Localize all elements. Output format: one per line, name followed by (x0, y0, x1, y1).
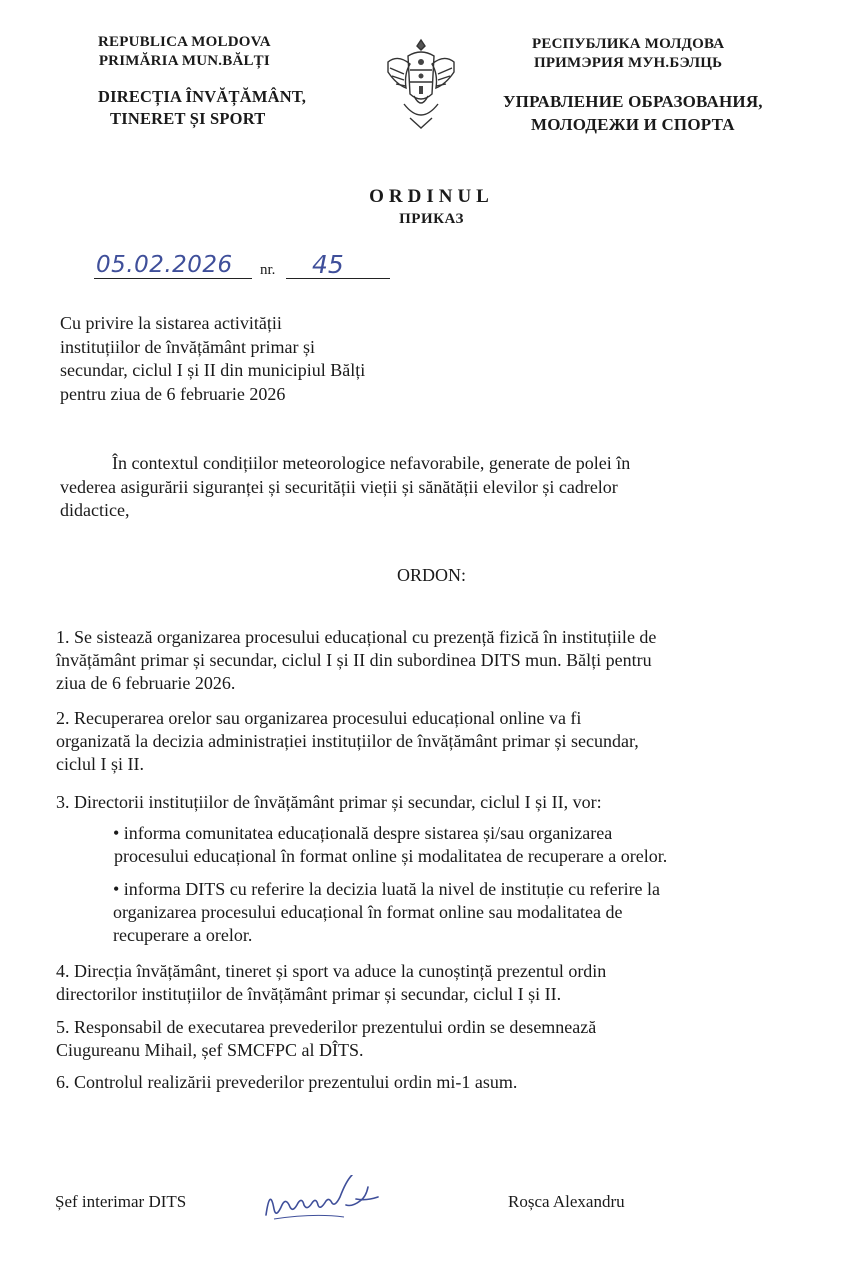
item-line: ciclul I și II. (56, 754, 144, 774)
document-title-ru: ПРИКАЗ (399, 211, 464, 227)
ordon-heading: ORDON: (396, 565, 466, 585)
bullet-line: • informa DITS cu referire la decizia luată la nivel de instituție cu referire la (113, 879, 661, 899)
order-item-4 (56, 960, 816, 1006)
preamble-line: În contextul condițiilor meteorologice nefavorabile, generate de polei în (112, 453, 631, 473)
item-line: ziua de 6 februarie 2026. (56, 673, 236, 693)
order-item-2 (56, 707, 816, 776)
order-item-3-bullet-2 (113, 878, 813, 947)
city-hall-ro: PRIMĂRIA MUN.BĂLȚI (98, 53, 270, 69)
department-line2-ru: МОЛОДЕЖИ И СПОРТА (531, 115, 735, 134)
date-underline (94, 277, 252, 279)
item-line: 1. Se sistează organizarea procesului educațional cu prezență fizică în instituțiile de (56, 627, 657, 647)
institution-header-ru (532, 35, 724, 73)
item-line: directorilor instituțiilor de învățământ primar și secundar, ciclul I și II. (56, 984, 562, 1004)
bullet-line: recuperare a orelor. (113, 925, 253, 945)
bullet-line: organizarea procesului educațional în format online sau modalitatea de (113, 902, 623, 922)
handwritten-number: 45 (312, 250, 344, 279)
signatory-role: Șef interimar DITS (55, 1192, 187, 1211)
department-name-ru (503, 90, 763, 136)
item-line: 5. Responsabil de executarea prevederilor prezentului ordin se desemnează (56, 1017, 597, 1037)
subject-line: Cu privire la sistarea activității (60, 313, 282, 333)
preamble-line: didactice, (60, 500, 130, 520)
item-line: 4. Direcția învățământ, tineret și sport va aduce la cunoștință prezentul ordin (56, 961, 607, 981)
institution-header-ro (98, 33, 271, 71)
bullet-line: • informa comunitatea educațională despre sistarea și/sau organizarea (113, 823, 613, 843)
preamble-line: vederea asigurării siguranței și securității vieții și sănătății elevilor și cadrelor (60, 476, 618, 497)
department-name-ro (98, 86, 306, 130)
order-item-3 (56, 791, 816, 814)
item-line: 6. Controlul realizării prevederilor prezentului ordin mi-1 asum. (56, 1072, 518, 1092)
order-item-5 (56, 1016, 816, 1062)
item-line: 2. Recuperarea orelor sau organizarea procesului educațional online va fi (56, 708, 582, 728)
item-line: organizată la decizia administrației instituțiilor de învățământ primar și secundar, (56, 731, 639, 751)
signatory-name: Roșca Alexandru (508, 1192, 625, 1211)
country-name-ru: РЕСПУБЛИКА МОЛДОВА (532, 36, 725, 52)
order-subject (60, 312, 365, 406)
coat-of-arms-icon (380, 34, 462, 134)
city-hall-ru: ПРИМЭРИЯ МУН.БЭЛЦЬ (533, 55, 723, 71)
item-line: Ciugureanu Mihail, șef SMCFPC al DÎTS. (56, 1040, 364, 1060)
subject-line: instituțiilor de învățământ primar și (60, 336, 315, 357)
subject-line: secundar, ciclul I și II din municipiul Bălți (60, 360, 366, 380)
order-item-1 (56, 626, 816, 695)
order-preamble (60, 452, 805, 523)
handwritten-signature (260, 1175, 384, 1225)
number-underline (286, 277, 390, 279)
item-line: învățământ primar și secundar, ciclul I și II din subordinea DITS mun. Bălți pentru (56, 650, 652, 670)
department-line1-ru: УПРАВЛЕНИЕ ОБРАЗОВАНИЯ, (503, 92, 763, 111)
subject-line: pentru ziua de 6 februarie 2026 (60, 383, 286, 404)
document-title: ORDINUL (369, 186, 494, 207)
bullet-line: procesului educațional în format online și modalitatea de recuperare a orelor. (114, 846, 668, 866)
order-item-3-bullet-1 (113, 822, 813, 868)
order-item-6 (56, 1071, 816, 1094)
department-line1-ro: DIRECȚIA ÎNVĂȚĂMÂNT, (98, 87, 307, 106)
number-label: nr. (260, 262, 276, 278)
country-name-ro: REPUBLICA MOLDOVA (98, 34, 271, 50)
handwritten-date: 05.02.2026 (96, 252, 233, 278)
item-line: 3. Directorii instituțiilor de învățământ primar și secundar, ciclul I și II, vor: (56, 792, 602, 812)
department-line2-ro: TINERET ȘI SPORT (110, 109, 266, 128)
